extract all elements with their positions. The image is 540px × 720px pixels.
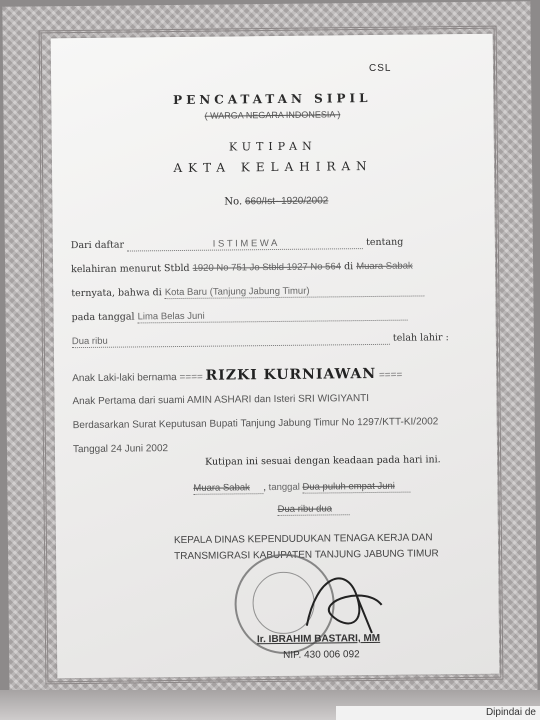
parents-line: Anak Pertama dari suami AMIN ASHARI dan Isteri SRI WIGIYANTI (72, 393, 370, 408)
document-type: KUTIPAN (228, 139, 317, 154)
birthyear-suffix: telah lahir : (392, 332, 449, 344)
issue-place: Muara Sabak (193, 482, 263, 495)
register-value: I S T I M E W A (127, 237, 363, 251)
birthplace-line (71, 284, 425, 300)
handwritten-signature (286, 555, 397, 636)
signatory-nip: NIP. 430 006 092 (283, 649, 360, 661)
regulation-place: Muara Sabak (356, 260, 413, 273)
register-label: Dari daftar (70, 239, 125, 252)
document-subtitle: ( WARGA NEGARA INDONESIA ) (204, 109, 341, 121)
document-name: AKTA KELAHIRAN (173, 158, 373, 176)
register-suffix: tentang (365, 236, 404, 249)
birthplace-value: Kota Baru (Tanjung Jabung Timur) (165, 284, 425, 299)
regulation-line (71, 261, 413, 276)
regulation-label: kelahiran menurut Stbld (71, 262, 190, 276)
birthyear-value: Dua ribu (72, 333, 390, 348)
register-line (71, 237, 404, 252)
issue-year: Dua ribu dua (278, 503, 350, 516)
issue-place-date: Muara Sabak , tanggal Dua puluh empat Juni (193, 481, 410, 495)
issue-statement: Kutipan ini sesuai dengan keadaan pada hari ini. (205, 454, 441, 468)
decree-date: Tanggal 24 Juni 2002 (72, 443, 169, 456)
regulation-di: di (343, 261, 354, 273)
issue-date-value: Dua puluh empat Juni (302, 481, 410, 494)
certificate-number (224, 195, 328, 207)
form-code: CSL (368, 62, 392, 74)
child-label: Anak Laki-laki bernama (72, 372, 177, 385)
child-name-line: Anak Laki-laki bernama ==== RIZKI KURNIAWAN ==== (72, 365, 403, 385)
birthdate-label: pada tanggal (71, 311, 135, 324)
birthdate-value: Lima Belas Juni (138, 309, 408, 324)
child-name: RIZKI KURNIAWAN (205, 365, 377, 384)
scan-footer: Dipindai de (336, 706, 540, 720)
number-value: 660/Ist- 1920/2002 (244, 195, 329, 208)
number-label: No. (224, 196, 243, 208)
issue-date-label: tanggal (268, 481, 300, 494)
birthplace-label: ternyata, bahwa di (71, 287, 162, 300)
certificate-paper (51, 34, 500, 679)
regulation-value: 1920 No 751 Jo Stbld 1927 No 564 (192, 261, 342, 274)
office-line-1: KEPALA DINAS KEPENDUDUKAN TENAGA KERJA DAN (173, 532, 433, 547)
signatory-name: Ir. IBRAHIM BASTARI, MM (256, 632, 381, 646)
office-line-2: TRANSMIGRASI KABUPATEN TANJUNG JABUNG TIMUR (174, 548, 439, 563)
birthdate-line (72, 309, 408, 325)
document-title: PENCATATAN SIPIL (173, 90, 372, 108)
birthyear-line (72, 332, 449, 348)
decree-line: Berdasarkan Surat Keputusan Bupati Tanjung Jabung Timur No 1297/KTT-KI/2002 (72, 416, 439, 432)
